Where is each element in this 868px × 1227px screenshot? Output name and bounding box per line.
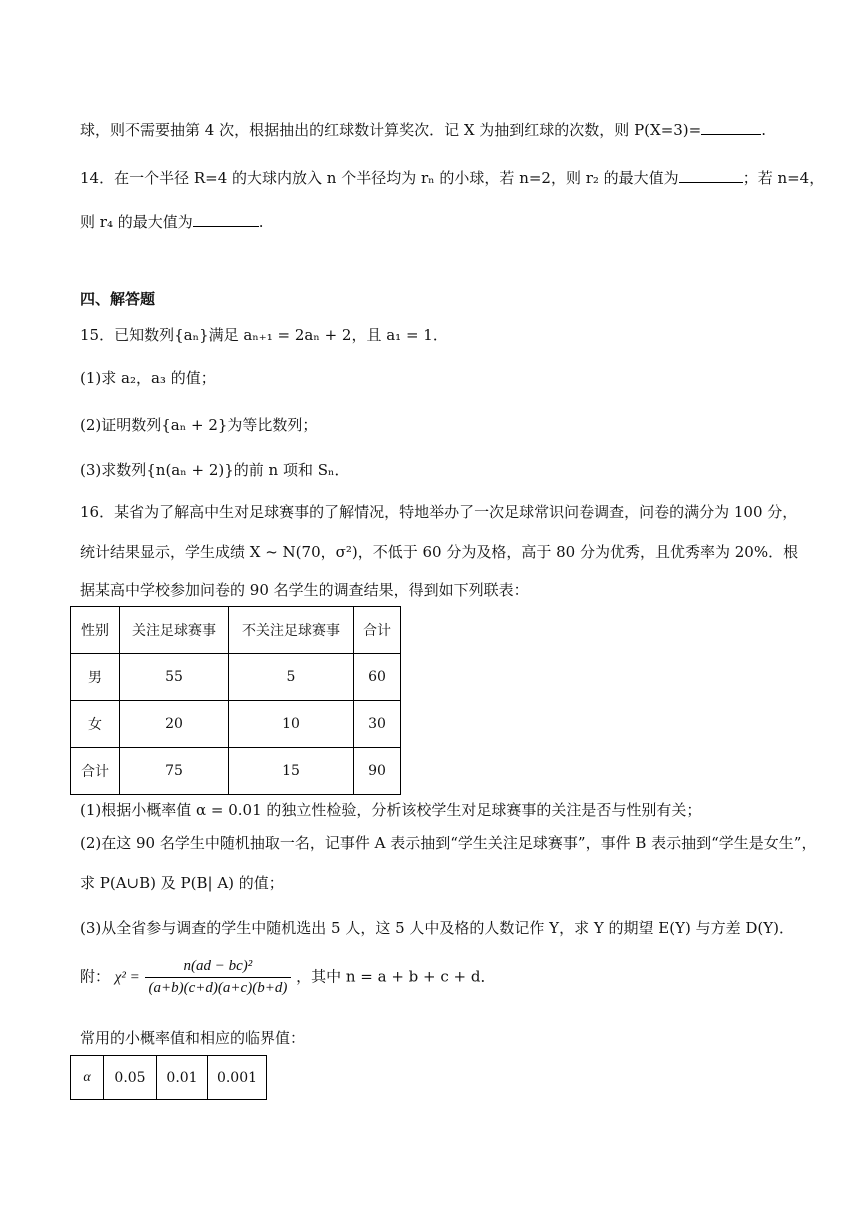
- table-cell: 0.01: [157, 1056, 208, 1100]
- table-cell: 20: [120, 701, 229, 748]
- chi-square-numerator: n(ad − bc)²: [145, 958, 292, 978]
- q16-stem-line2: 统计结果显示，学生成绩 X ~ N(70，σ²)，不低于 60 分为及格，高于 80 分为优秀，且优秀率为 20%．根: [80, 543, 799, 561]
- table-row: [71, 654, 401, 701]
- q14-line1-mid: ；若 n=4，: [742, 169, 825, 187]
- q14-line1-text: 14．在一个半径 R=4 的大球内放入 n 个半径均为 rₙ 的小球，若 n=2，则 r₂ 的最大值为: [80, 169, 679, 187]
- q16-part1: (1)根据小概率值 α = 0.01 的独立性检验，分析该校学生对足球赛事的关注是否与性别有关；: [80, 801, 702, 819]
- table-cell: 合计: [71, 748, 120, 795]
- q14-line2: [80, 211, 264, 233]
- answer-blank-q14b: [193, 226, 259, 227]
- q16-stem-line3: 据某高中学校参加问卷的 90 名学生的调查结果，得到如下列联表：: [80, 581, 529, 599]
- answer-blank-q13: [701, 134, 761, 135]
- table-row: [71, 1056, 267, 1100]
- q13-tail-line: [80, 119, 766, 141]
- appendix-label: 附：: [80, 967, 111, 986]
- table-cell: 55: [120, 654, 229, 701]
- q15-part2: (2)证明数列{aₙ + 2}为等比数列；: [80, 416, 318, 434]
- table-header-cell: 合计: [354, 607, 401, 654]
- table-cell: 30: [354, 701, 401, 748]
- q14-line2-text: 则 r₄ 的最大值为: [80, 213, 193, 231]
- table-header-cell: 不关注足球赛事: [229, 607, 354, 654]
- table-cell: 75: [120, 748, 229, 795]
- table-cell: 女: [71, 701, 120, 748]
- chi-square-tail: ，其中 n = a + b + c + d．: [296, 967, 496, 986]
- table-cell: 5: [229, 654, 354, 701]
- table-cell: 0.001: [208, 1056, 267, 1100]
- critical-values-title: 常用的小概率值和相应的临界值：: [80, 1029, 306, 1047]
- table-row: [71, 748, 401, 795]
- answer-blank-q14a: [679, 182, 743, 183]
- table-cell: 90: [354, 748, 401, 795]
- q16-part2-line1: (2)在这 90 名学生中随机抽取一名，记事件 A 表示抽到“学生关注足球赛事”，事件 B 表示抽到“学生是女生”，: [80, 834, 817, 852]
- table-header-cell: 关注足球赛事: [120, 607, 229, 654]
- table-cell: 15: [229, 748, 354, 795]
- table-header-row: [71, 607, 401, 654]
- table-cell-alpha: α: [71, 1056, 104, 1100]
- section-title: 四、解答题: [80, 290, 156, 308]
- chi-square-fraction: [145, 958, 292, 997]
- q16-part3: (3)从全省参与调查的学生中随机选出 5 人，这 5 人中及格的人数记作 Y，求 Y 的期望 E(Y) 与方差 D(Y)．: [80, 919, 795, 937]
- chi-square-lhs: χ² =: [114, 969, 140, 986]
- table-cell: 男: [71, 654, 120, 701]
- chi-square-denominator: (a+b)(c+d)(a+c)(b+d): [148, 980, 288, 996]
- table-cell: 60: [354, 654, 401, 701]
- critical-values-table: [70, 1055, 267, 1100]
- q13-tail-end: .: [761, 121, 767, 139]
- q14-line2-end: .: [258, 213, 264, 231]
- q14-line1: [80, 167, 824, 189]
- contingency-table: [70, 606, 401, 795]
- q15-stem: 15．已知数列{aₙ}满足 aₙ₊₁ = 2aₙ + 2，且 a₁ = 1．: [80, 326, 448, 344]
- q13-tail-text: 球，则不需要抽第 4 次，根据抽出的红球数计算奖次．记 X 为抽到红球的次数，则 P(X=3)=: [80, 121, 702, 139]
- q16-stem-line1: 16．某省为了解高中生对足球赛事的了解情况，特地举办了一次足球常识问卷调查，问卷的满分为 100 分，: [80, 503, 798, 521]
- chi-square-formula: [80, 958, 496, 997]
- table-header-cell: 性别: [71, 607, 120, 654]
- table-row: [71, 701, 401, 748]
- table-cell: 0.05: [104, 1056, 157, 1100]
- table-cell: 10: [229, 701, 354, 748]
- q15-part1: (1)求 a₂，a₃ 的值；: [80, 369, 216, 387]
- q16-part2-line2: 求 P(A∪B) 及 P(B| A) 的值；: [80, 874, 284, 892]
- q15-part3: (3)求数列{n(aₙ + 2)}的前 n 项和 Sₙ．: [80, 461, 350, 479]
